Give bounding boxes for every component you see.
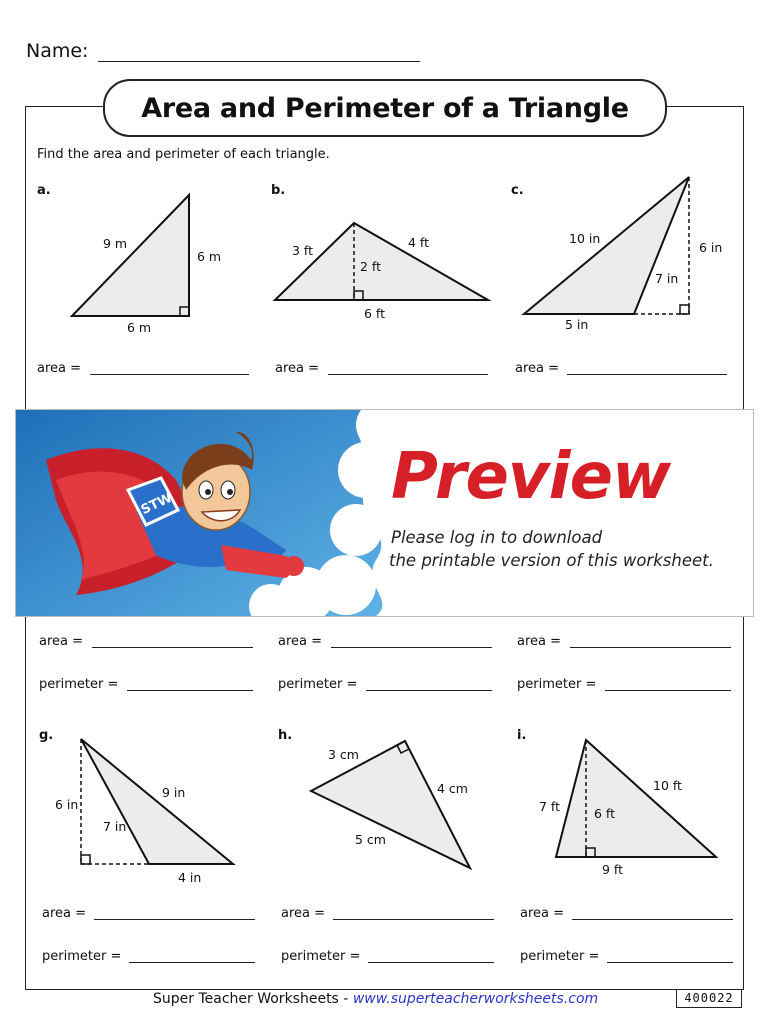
problem-b-area-label: area = <box>275 361 320 376</box>
preview-line-1: Please log in to download <box>391 528 603 547</box>
problem-g-height-label: 6 in <box>55 797 79 812</box>
problem-c-height-label: 6 in <box>699 240 723 255</box>
worksheet-code: 400022 <box>676 989 742 1008</box>
problem-i-base-label: 9 ft <box>602 862 624 877</box>
mascot-badge-text: STW <box>138 490 175 518</box>
name-label: Name: <box>26 40 89 62</box>
problem-g-long-label: 9 in <box>162 785 186 800</box>
problem-a-area-label: area = <box>37 361 82 376</box>
problem-i-perimeter-label: perimeter = <box>520 949 600 964</box>
problem-c-side-label: 7 in <box>655 271 679 286</box>
footer <box>153 991 598 1007</box>
problem-h-area-label: area = <box>281 906 326 921</box>
problem-g-base-label: 4 in <box>178 870 202 885</box>
problem-g-side-label: 7 in <box>103 819 127 834</box>
problem-i-area-line[interactable] <box>572 919 733 920</box>
problem-h-perimeter-label: perimeter = <box>281 949 361 964</box>
problem-f-area-label: area = <box>517 634 562 649</box>
problem-e-perimeter-label: perimeter = <box>278 677 358 692</box>
problem-f-perimeter-label: perimeter = <box>517 677 597 692</box>
problem-i-height-label: 6 ft <box>594 806 616 821</box>
problem-i-right-label: 10 ft <box>653 778 682 793</box>
problem-b-height-label: 2 ft <box>360 259 382 274</box>
problem-h-leg1-label: 3 cm <box>328 747 359 762</box>
problem-h-letter: h. <box>278 728 293 743</box>
problem-c-letter: c. <box>511 183 524 198</box>
problem-g-letter: g. <box>39 728 54 743</box>
problem-h-hyp-label: 5 cm <box>355 832 386 847</box>
problem-d-perimeter-label: perimeter = <box>39 677 119 692</box>
problem-e-area-label: area = <box>278 634 323 649</box>
problem-i-perimeter-line[interactable] <box>607 962 733 963</box>
worksheet-title: Area and Perimeter of a Triangle <box>103 79 667 137</box>
problem-c-long-label: 10 in <box>569 231 601 246</box>
problem-a-letter: a. <box>37 183 51 198</box>
problem-c-base-label: 5 in <box>565 317 589 332</box>
problem-g-area-label: area = <box>42 906 87 921</box>
problem-b-left-label: 3 ft <box>292 243 314 258</box>
footer-brand: Super Teacher Worksheets - <box>153 991 349 1007</box>
problem-b-base-label: 6 ft <box>364 306 386 321</box>
problem-a-height-label: 6 m <box>197 249 222 264</box>
problem-i-left-label: 7 ft <box>539 799 561 814</box>
preview-line-2: the printable version of this worksheet. <box>389 551 714 570</box>
problem-b-letter: b. <box>271 183 286 198</box>
footer-url-link[interactable]: www.superteacherworksheets.com <box>352 991 599 1007</box>
problem-c-area-label: area = <box>515 361 560 376</box>
problem-d-area-label: area = <box>39 634 84 649</box>
problem-g-perimeter-label: perimeter = <box>42 949 122 964</box>
problem-h-leg2-label: 4 cm <box>437 781 468 796</box>
problem-a-hyp-label: 9 m <box>103 236 128 251</box>
problem-a-base-label: 6 m <box>127 320 152 335</box>
problem-b-right-label: 4 ft <box>408 235 430 250</box>
instructions: Find the area and perimeter of each triangle. <box>37 147 330 162</box>
preview-heading: Preview <box>391 440 671 514</box>
problem-i-area-label: area = <box>520 906 565 921</box>
problem-i-letter: i. <box>517 728 527 743</box>
